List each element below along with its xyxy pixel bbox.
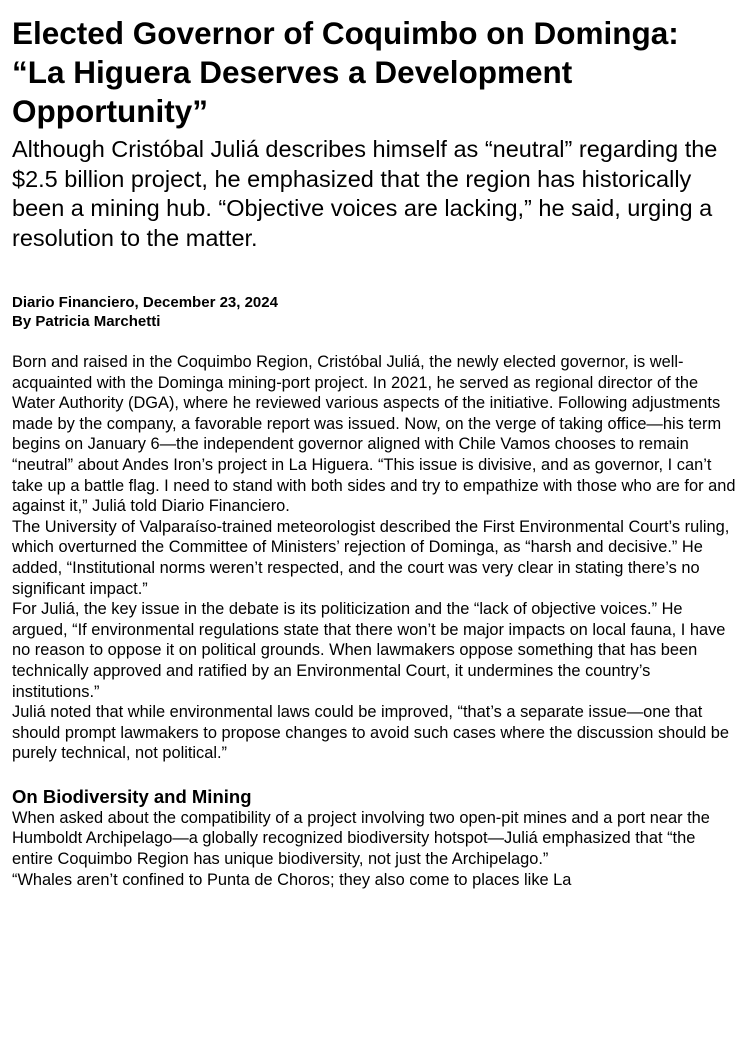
body-paragraph: When asked about the compatibility of a project involving two open-pit mines and a port near the Humboldt Archipelago—a globally recognized biodiversity hotspot—Juliá emphasized that “the entire Coquimbo Region has unique biodiversity, not just the Archipelago.”	[12, 808, 710, 869]
headline: Elected Governor of Coquimbo on Dominga: “La Higuera Deserves a Development Opportunity”	[12, 15, 679, 129]
body-paragraph: Juliá noted that while environmental laws could be improved, “that’s a separate issue—one that should prompt lawmakers to propose changes to avoid such cases where the discussion should be purely technical, not political.”	[12, 703, 730, 763]
byline: By Patricia Marchetti	[12, 313, 161, 330]
article-body	[12, 352, 738, 890]
body-paragraph: The University of Valparaíso-trained meteorologist described the First Environmental Court’s ruling, which overturned the Committee of Ministers’ rejection of Dominga, as “harsh and decisive.” He added, “Institutional norms weren’t respected, and the court was very clear in stating there’s no significant impact.”	[12, 517, 730, 598]
article-meta	[12, 293, 738, 331]
body-paragraph: For Juliá, the key issue in the debate is its politicization and the “lack of objective voices.” He argued, “If environmental regulations state that there won’t be major impacts on local fauna, I have no reason to oppose it on political grounds. When lawmakers oppose something that has been technically approved and ratified by an Environmental Court, it undermines the country’s institutions.”	[12, 600, 726, 701]
source-date-line: Diario Financiero, December 23, 2024	[12, 294, 278, 311]
body-paragraph: “Whales aren’t confined to Punta de Choros; they also come to places like La	[12, 870, 572, 889]
subheadline: Although Cristóbal Juliá describes himself as “neutral” regarding the $2.5 billion project, he emphasized that the region has historically been a mining hub. “Objective voices are lacking,” he said, urging a resolution to the matter.	[12, 136, 718, 251]
section-heading: On Biodiversity and Mining	[12, 785, 252, 807]
body-paragraph: Born and raised in the Coquimbo Region, Cristóbal Juliá, the newly elected governor, is well-acquainted with the Dominga mining-port project. In 2021, he served as regional director of the Water Authority (DGA), where he reviewed various aspects of the initiative. Following adjustments made by the company, a favorable report was issued. Now, on the verge of taking office—his term begins on January 6—the independent governor aligned with Chile Vamos chooses to remain “neutral” about Andes Iron’s project in La Higuera. “This issue is divisive, and as governor, I can’t take up a battle flag. I need to stand with both sides and try to empathize with those who are for and against it,” Juliá told Diario Financiero.	[12, 353, 736, 516]
